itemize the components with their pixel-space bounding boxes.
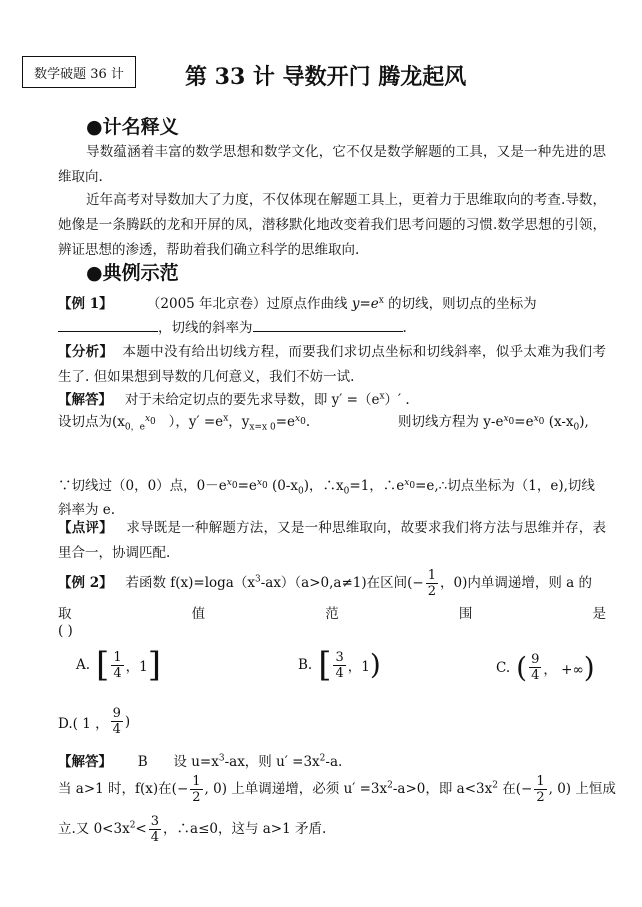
fraction bbox=[426, 568, 438, 599]
option-b-end: ，1 bbox=[347, 659, 370, 675]
paren-right-icon: ) bbox=[583, 650, 595, 684]
ex2-sol1-e: 2 bbox=[319, 753, 326, 764]
tan-a: 则切线方程为 y-e bbox=[398, 414, 504, 430]
sol3-j: 0 bbox=[343, 486, 350, 497]
frac-num: 1 bbox=[536, 774, 545, 789]
sol2-b: 0，e bbox=[124, 422, 145, 433]
ex2-tag: 【例 2】 bbox=[58, 575, 113, 591]
sol2-e: ），y′ =e bbox=[168, 414, 224, 430]
sol2-j: x bbox=[295, 413, 301, 424]
ex2-word: 范 bbox=[325, 606, 339, 622]
ex2-solution-line2 bbox=[58, 774, 616, 805]
ex1-q-sup: x bbox=[378, 295, 384, 306]
ex2-sol1-f: -a. bbox=[325, 754, 343, 770]
sol2-i: =e bbox=[275, 414, 295, 430]
ex1-q-text3: ，切线的斜率为 bbox=[158, 320, 253, 336]
frac-den: 4 bbox=[335, 665, 344, 681]
intro-paragraph-2: 近年高考对导数加大了力度，不仅体现在解题工具上，更着力于思维取向的考查.导数，她像是一条腾跃的龙和开屏的凤，潜移默化地改变着我们思考问题的习惯.数学思想的引领，辨证思想的渗透，帮助着我们确立科学的思维取向. bbox=[58, 192, 606, 258]
sol2-a: 设切点为(x bbox=[58, 414, 125, 430]
option-b-fraction bbox=[333, 650, 345, 681]
frac-num: 3 bbox=[150, 814, 160, 829]
sol3-n: =e,∴切点坐标为（1，e),切线 bbox=[415, 478, 595, 494]
sol2-h: x=x 0 bbox=[249, 422, 276, 433]
sol3-f: 0 bbox=[261, 480, 268, 491]
ex2-q-a: 若函数 f(x)=loga（x bbox=[125, 575, 255, 591]
frac-num: 3 bbox=[335, 649, 344, 665]
ex2-solution-line1 bbox=[58, 750, 342, 770]
ex2-sol2-d: -a>0，即 a<3x bbox=[392, 781, 493, 797]
sol2-c: x bbox=[144, 413, 151, 424]
analysis-tag: 【分析】 bbox=[58, 344, 114, 360]
frac-den: 2 bbox=[427, 584, 436, 599]
ex2-solution-tag: 【解答】 bbox=[58, 754, 112, 770]
frac-den: 2 bbox=[536, 790, 545, 805]
frac-den: 4 bbox=[112, 722, 121, 737]
tan-g: (x-x bbox=[544, 414, 574, 430]
frac-num: 1 bbox=[427, 568, 436, 583]
sol3-d: =e bbox=[237, 478, 257, 494]
tan-b: x bbox=[503, 413, 509, 424]
ex1-q-text: （2005 年北京卷）过原点作曲线 bbox=[146, 296, 352, 312]
frac-den: 4 bbox=[113, 665, 122, 681]
sol2-g: ，y bbox=[228, 414, 250, 430]
sol2-k: 0 bbox=[300, 416, 306, 427]
fraction bbox=[190, 774, 202, 805]
solution-tag: 【解答】 bbox=[58, 392, 112, 408]
ex2-question-line2 bbox=[58, 602, 606, 622]
sol1-text: 对于未给定切点的要先求导数，即 y′ =（e bbox=[124, 392, 380, 408]
option-c[interactable] bbox=[496, 652, 595, 683]
ex2-sol2-f: 在(− bbox=[497, 781, 533, 797]
ex2-sol1-b: 设 u=x bbox=[173, 754, 219, 770]
review-tag: 【点评】 bbox=[58, 520, 113, 536]
ex2-sol2-b: , 0) 上单调递增，必须 u′ =3x bbox=[204, 781, 388, 797]
tan-d: =e bbox=[514, 414, 534, 430]
ex2-q-b: 3 bbox=[254, 574, 261, 585]
ex2-question-line1 bbox=[58, 568, 592, 599]
bracket-left-icon: [ bbox=[318, 645, 332, 685]
sol3-l: x bbox=[404, 477, 410, 488]
ex2-sol2-c: 2 bbox=[387, 780, 393, 791]
review-text: 求导既是一种解题方法，又是一种思维取向，故要求我们将方法与思维并存，表里合一，协调匹配. bbox=[58, 520, 607, 561]
ex1-review bbox=[58, 516, 606, 566]
ex1-tangent-equation bbox=[398, 410, 589, 433]
sol3-b: x bbox=[226, 477, 232, 488]
ex1-analysis bbox=[58, 340, 606, 390]
ex1-q-period: . bbox=[402, 320, 407, 336]
option-b-label: B. bbox=[298, 657, 313, 673]
ex2-sol1-d: -ax，则 u′ =3x bbox=[224, 754, 320, 770]
ex2-sol3-b: 2 bbox=[129, 820, 136, 831]
tan-h: 0 bbox=[573, 422, 580, 433]
ex1-solution-line1 bbox=[58, 388, 410, 408]
option-d[interactable] bbox=[58, 706, 130, 737]
sol3-e: x bbox=[256, 477, 262, 488]
ex1-q-text2: 的切线，则切点的坐标为 bbox=[383, 296, 537, 312]
fraction bbox=[534, 774, 546, 805]
ex1-solution-line3 bbox=[58, 474, 595, 497]
option-d-fraction bbox=[111, 706, 123, 737]
ex2-sol2-e: 2 bbox=[492, 780, 498, 791]
frac-num: 1 bbox=[113, 649, 122, 665]
sol3-m: 0 bbox=[409, 480, 416, 491]
option-a-end: ，1 bbox=[125, 659, 148, 675]
tan-e: x bbox=[533, 413, 539, 424]
answer-blank-point bbox=[58, 317, 158, 332]
ex2-sol3-c: < bbox=[135, 821, 147, 837]
answer-blank-slope bbox=[253, 317, 403, 332]
option-d-end: ) bbox=[124, 713, 131, 730]
ex2-answer: B bbox=[137, 754, 148, 770]
frac-den: 4 bbox=[531, 668, 540, 683]
sol2-f: x bbox=[223, 413, 229, 424]
ex2-word: 值 bbox=[191, 606, 206, 622]
section-heading-meaning: ●计名释义 bbox=[86, 116, 179, 138]
book-badge bbox=[22, 56, 136, 88]
fraction bbox=[149, 814, 161, 845]
sol3-a: ∵切线过（0，0）点，0－e bbox=[58, 478, 227, 494]
ex1-question-line1 bbox=[58, 292, 537, 312]
bracket-left-icon: [ bbox=[96, 645, 110, 685]
frac-num: 9 bbox=[112, 706, 121, 721]
ex1-q-func: y=e bbox=[351, 296, 379, 312]
ex2-sol2-g: , 0) 上恒成 bbox=[548, 781, 616, 797]
option-b[interactable] bbox=[298, 645, 381, 685]
option-a[interactable] bbox=[76, 645, 161, 685]
ex2-sol1-c: 3 bbox=[218, 753, 225, 764]
frac-den: 4 bbox=[150, 830, 160, 845]
bracket-right-icon: ] bbox=[147, 645, 161, 685]
ex2-word: 是 bbox=[592, 606, 606, 622]
tan-c: 0 bbox=[508, 416, 515, 427]
ex1-tag: 【例 1】 bbox=[58, 296, 113, 312]
ex1-question-line2 bbox=[58, 316, 407, 336]
option-a-label: A. bbox=[76, 657, 91, 673]
ex1-solution-line4: 斜率为 e. bbox=[58, 502, 116, 518]
sol3-i: )，∴x bbox=[303, 478, 344, 494]
page-title: 第 33 计 导数开门 腾龙起风 bbox=[185, 64, 467, 90]
ex2-q-d: ，0)内单调递增，则 a 的 bbox=[440, 575, 592, 591]
sol1-sup: x bbox=[379, 391, 385, 402]
option-c-label: C. bbox=[496, 659, 511, 676]
ex2-sol3-d: ，∴a≤0，这与 a>1 矛盾. bbox=[163, 821, 327, 837]
tan-i: ), bbox=[579, 414, 589, 430]
answer-paren: ( ) bbox=[58, 623, 73, 639]
ex1-solution-line2 bbox=[58, 410, 310, 433]
sol3-h: 0 bbox=[298, 486, 304, 497]
sol1-end: ）′ . bbox=[384, 392, 410, 408]
frac-num: 9 bbox=[531, 652, 540, 667]
ex2-sol2-a: 当 a>1 时，f(x)在(− bbox=[58, 781, 189, 797]
sol3-c: 0 bbox=[231, 480, 238, 491]
ex2-word: 围 bbox=[458, 606, 473, 622]
analysis-text: 本题中没有给出切线方程，而要我们求切点坐标和切线斜率，似乎太难为我们考生了. 但如果想到导数的几何意义，我们不妨一试. bbox=[58, 344, 607, 385]
option-d-label: D.( 1 ， bbox=[58, 715, 109, 732]
option-c-end: ， +∞ bbox=[543, 661, 584, 678]
tan-f: 0 bbox=[538, 416, 545, 427]
section-heading-examples: ●典例示范 bbox=[86, 262, 179, 284]
paren-right-icon: ) bbox=[369, 648, 381, 681]
ex2-solution-line3 bbox=[58, 814, 326, 845]
ex2-sol3-a: 立.又 0<3x bbox=[58, 821, 130, 837]
option-c-fraction bbox=[529, 652, 541, 683]
option-a-fraction bbox=[111, 650, 123, 681]
paren-left-icon: ( bbox=[516, 650, 528, 684]
frac-num: 1 bbox=[192, 774, 201, 789]
sol3-g: (0-x bbox=[267, 478, 299, 494]
intro-paragraph-1: 导数蕴涵着丰富的数学思想和数学文化，它不仅是数学解题的工具，又是一种先进的思维取向. bbox=[58, 144, 606, 185]
sol2-l: . bbox=[305, 414, 311, 430]
ex2-q-c: -ax）（a>0,a≠1)在区间(− bbox=[260, 575, 424, 591]
badge-text: 数学破题 36 计 bbox=[34, 66, 124, 82]
sol3-k: =1，∴e bbox=[349, 478, 405, 494]
frac-den: 2 bbox=[192, 790, 201, 805]
ex2-word: 取 bbox=[58, 606, 72, 622]
sol2-d: 0 bbox=[150, 416, 156, 427]
